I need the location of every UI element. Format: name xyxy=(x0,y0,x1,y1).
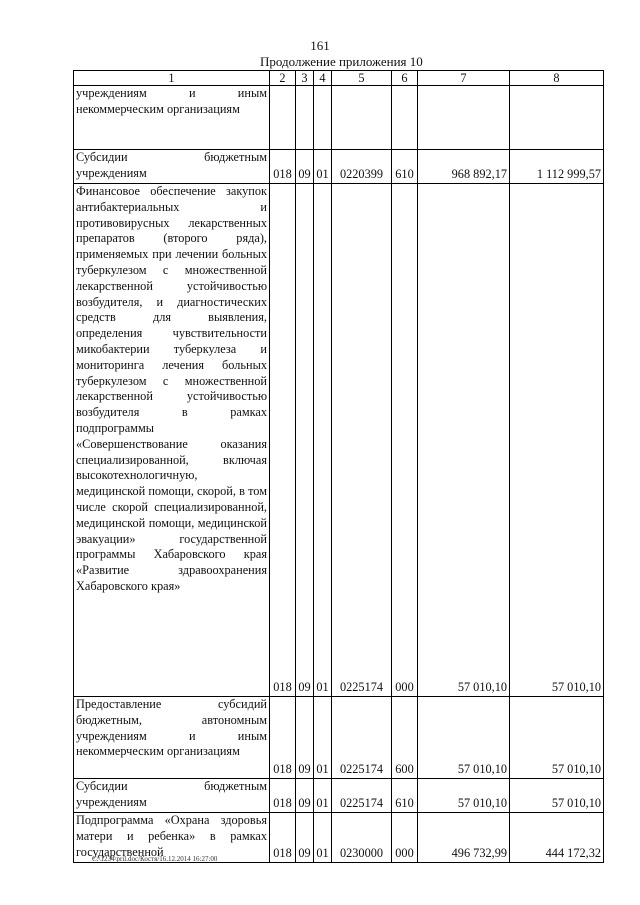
page-number: 161 xyxy=(310,38,330,53)
appendix-caption: Продолжение приложения 10 xyxy=(260,54,423,69)
table-row xyxy=(74,150,604,184)
row-name: Субсидии бюджетным учреждениям xyxy=(74,150,270,184)
row-sum-1: 496 732,99 xyxy=(418,813,510,863)
row-ved: 018 xyxy=(270,150,296,184)
row-pr xyxy=(314,86,332,150)
header-cell: 6 xyxy=(392,71,418,86)
row-sum-1: 57 010,10 xyxy=(418,697,510,779)
row-rz: 09 xyxy=(296,697,314,779)
row-ved: 018 xyxy=(270,184,296,697)
table-row xyxy=(74,86,604,150)
row-sum-2 xyxy=(510,86,604,150)
row-sum-2: 57 010,10 xyxy=(510,697,604,779)
row-rz xyxy=(296,86,314,150)
header-cell: 3 xyxy=(296,71,314,86)
row-sum-2: 57 010,10 xyxy=(510,184,604,697)
row-name: Субсидии бюджетным учреждениям xyxy=(74,779,270,813)
row-vr: 000 xyxy=(392,813,418,863)
row-rz: 09 xyxy=(296,779,314,813)
header-cell: 2 xyxy=(270,71,296,86)
header-cell: 1 xyxy=(74,71,270,86)
row-pr: 01 xyxy=(314,779,332,813)
table-row xyxy=(74,697,604,779)
row-sum-1: 968 892,17 xyxy=(418,150,510,184)
row-pr: 01 xyxy=(314,813,332,863)
table-row xyxy=(74,184,604,697)
header-cell: 8 xyxy=(510,71,604,86)
row-sum-1: 57 010,10 xyxy=(418,779,510,813)
row-sum-2: 1 112 999,57 xyxy=(510,150,604,184)
table-row xyxy=(74,779,604,813)
row-ved: 018 xyxy=(270,697,296,779)
row-pr: 01 xyxy=(314,697,332,779)
row-vr: 610 xyxy=(392,150,418,184)
header-cell: 7 xyxy=(418,71,510,86)
header-cell: 5 xyxy=(332,71,392,86)
row-sum-1 xyxy=(418,86,510,150)
table-header-row xyxy=(74,71,604,86)
row-csr: 0225174 xyxy=(332,184,392,697)
row-csr xyxy=(332,86,392,150)
budget-table xyxy=(73,70,604,863)
row-name: учреждениям и иным некоммерческим организациям xyxy=(74,86,270,150)
row-ved: 018 xyxy=(270,779,296,813)
row-vr: 610 xyxy=(392,779,418,813)
file-path-footer: C:\1234\pril.doc/Костя/16.12.2014 16:27:00 xyxy=(92,855,218,863)
row-vr: 600 xyxy=(392,697,418,779)
row-pr: 01 xyxy=(314,150,332,184)
header-cell: 4 xyxy=(314,71,332,86)
row-sum-1: 57 010,10 xyxy=(418,184,510,697)
row-vr xyxy=(392,86,418,150)
row-vr: 000 xyxy=(392,184,418,697)
row-name: Предоставление субсидий бюджетным, автономным учреждениям и иным некоммерческим организациям xyxy=(74,697,270,779)
row-csr: 0230000 xyxy=(332,813,392,863)
row-csr: 0220399 xyxy=(332,150,392,184)
row-csr: 0225174 xyxy=(332,697,392,779)
row-name: Подпрограмма «Охрана здоровья матери и ребенка» в рамках государственной xyxy=(74,813,270,863)
row-rz: 09 xyxy=(296,184,314,697)
row-sum-2: 444 172,32 xyxy=(510,813,604,863)
row-ved: 018 xyxy=(270,813,296,863)
row-ved xyxy=(270,86,296,150)
row-sum-2: 57 010,10 xyxy=(510,779,604,813)
row-name: Финансовое обеспечение закупок антибактериальных и противовирусных лекарственных препаратов (второго ряда), применяемых при лечении больных туберкулезом с множественной лекарственной устойчивостью возбудителя, и диагностических средств для выявления, определения чувствительности микобактерии туберкулеза и мониторинга лечения больных туберкулезом с множественной лекарственной устойчивостью возбудителя в рамках подпрограммы «Совершенствование оказания специализированной, включая высокотехнологичную, медицинской помощи, скорой, в том числе скорой специализированной, медицинской помощи, медицинской эвакуации» государственной программы Хабаровского края «Развитие здравоохранения Хабаровского края» xyxy=(74,184,270,697)
row-pr: 01 xyxy=(314,184,332,697)
row-rz: 09 xyxy=(296,150,314,184)
row-csr: 0225174 xyxy=(332,779,392,813)
row-rz: 09 xyxy=(296,813,314,863)
